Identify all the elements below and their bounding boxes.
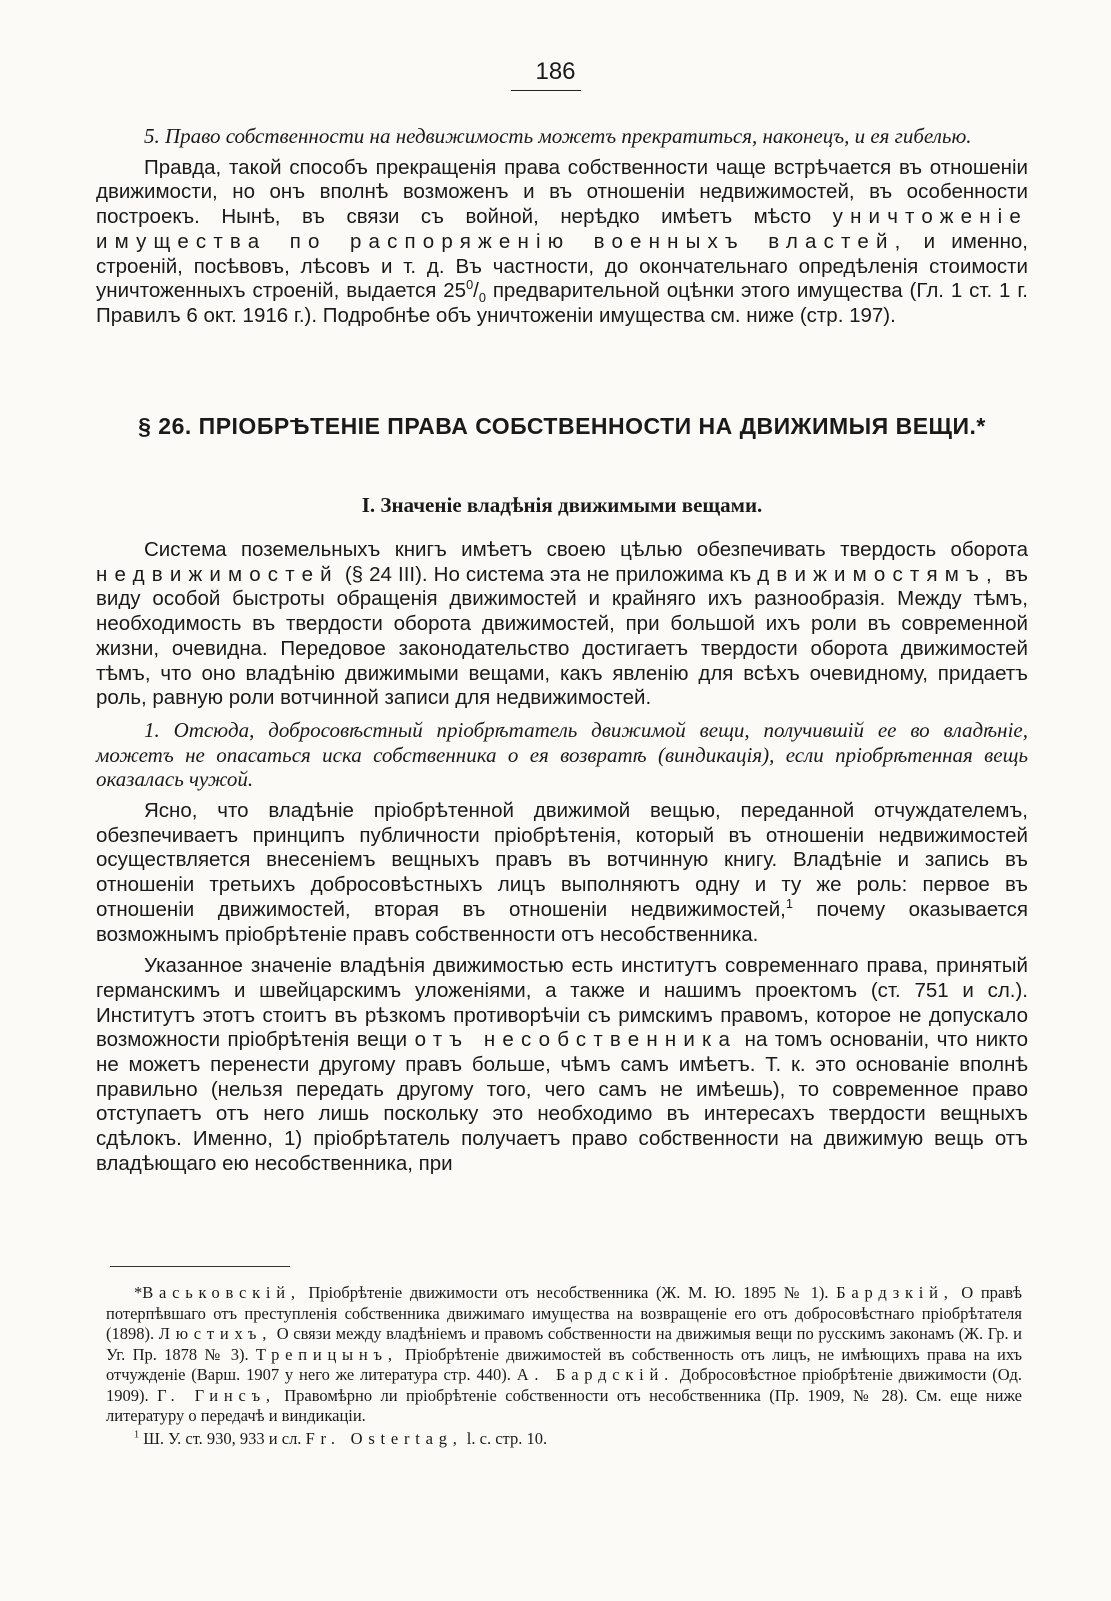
text-run: и именно, строеній, посѣвовъ, лѣсовъ и т. д. Въ частности, до окончательнаго опредѣленія стоимости уничтоженныхъ строеній, выдается 25 <box>96 229 1028 303</box>
paragraph-destruction <box>96 156 1028 329</box>
main-block <box>96 538 1028 1177</box>
author-name: Г. Гинсъ, <box>157 1385 276 1405</box>
footnote-separator <box>110 1266 290 1267</box>
intro-block <box>96 124 1028 329</box>
author-name: Бардзкій, <box>836 1283 954 1302</box>
spaced-emphasis: уничтоженіе имущества по распоряженію военныхъ властей, <box>96 205 1028 253</box>
text-run: на томъ основаніи, что никто не можетъ перенести другому правъ больше, чѣмъ самъ имѣетъ. Т. к. это основаніе вполнѣ правильно (нельзя передать другому того, чего самъ не имѣешь), то современное право отступаетъ отъ него лишь поскольку это необходимо въ интересахъ твердости вещныхъ сдѣлокъ. Именно, 1) пріобрѣтатель получаетъ право собственности на движимую вещь отъ владѣющаго ею несобственника, при <box>96 1028 1029 1175</box>
text-run: въ виду особой быстроты обращенія движимостей и крайняго ихъ разнообразія. Между тѣмъ, необходимость въ твердости оборота движимостей, при большой ихъ роли въ современной жизни, очевидна. Передовое законодательство достигаетъ твердости оборота движимостей тѣмъ, что оно владѣнію движимыми вещами, какъ явленію для всѣхъ очевидному, придаетъ роль, равную роли вотчинной записи для недвижимостей. <box>96 562 1028 710</box>
page-number-underline <box>511 90 581 91</box>
footnote-text: О связи между владѣніемъ и правомъ собственности на движимыя вещи по русскимъ законамъ (Ж. Гр. и Уг. Пр. 1878 № 3). <box>106 1324 1023 1364</box>
text-run: предварительной оцѣнки этого имущества (Гл. 1 ст. 1 г. Правилъ 6 окт. 1916 г.). Подробнѣе объ уничтоженіи имущества см. ниже (стр. 197). <box>96 279 1028 327</box>
author-name: А. Бардскій. <box>516 1365 675 1384</box>
footnote-text: Ш. У. ст. 930, 933 и сл. <box>143 1428 302 1448</box>
footnote-text: l. c. стр. 10. <box>466 1428 548 1448</box>
text-run: Система поземельныхъ книгъ имѣетъ своею цѣлью обезпечивать твердость оборота <box>144 538 1028 561</box>
page-number: 186 <box>535 58 576 85</box>
footnote-star <box>106 1283 1022 1427</box>
paragraph-5-heading: 5. Право собственности на недвижимость можетъ прекратиться, наконецъ, и ея гибелью. <box>144 124 972 148</box>
footnote-text: Правомѣрно ли пріобрѣтеніе собственности отъ несобственника (Пр. 1909, № 28). См. еще ниже литературу о передачѣ и виндикаціи. <box>106 1385 1022 1425</box>
footnote-text: Пріобрѣтеніе движимости отъ несобственника (Ж. М. Ю. 1895 № 1). <box>308 1283 829 1302</box>
text-run: Указанное значеніе владѣнія движимостью есть институтъ современнаго права, принятый германскимъ и швейцарскимъ уложеніями, а также и нашимъ проектомъ (ст. 751 и сл.). Институтъ этотъ стоитъ въ рѣзкомъ противорѣчіи съ римскимъ правомъ, которое не допускало возможности пріобрѣтенія вещи <box>96 954 1028 1052</box>
footnote-1 <box>106 1429 1022 1450</box>
footnote-mark: 1 <box>134 1429 140 1440</box>
footnote-text: О правѣ потерпѣвшаго отъ преступленія собственника движимаго имущества на возвращеніе его отъ добросовѣстнаго пріобрѣтателя (1898). <box>106 1283 1023 1343</box>
author-name: Трепицынъ, <box>255 1344 398 1364</box>
text-run: Правда, такой способъ прекращенія права собственности чаще встрѣчается въ отношеніи движимости, но онъ вполнѣ возможенъ и въ отношеніи недвижимостей, въ особенности построекъ. Нынѣ, въ связи съ войной, нерѣдко имѣетъ мѣсто <box>96 155 1028 229</box>
percent-slash: / <box>473 279 479 303</box>
footnote-text: Добросовѣстное пріобрѣтеніе движимости (Од. 1909). <box>106 1365 1023 1405</box>
spaced-emphasis: движимостямъ, <box>757 562 999 586</box>
author-name: Васьковскій, <box>142 1283 301 1302</box>
footnotes <box>106 1283 1022 1449</box>
percent-bottom: 0 <box>478 290 486 306</box>
paragraph-1-good-faith: 1. Отсюда, добросовѣстный пріобрѣтатель движимой вещи, получившій ее во владѣніе, можетъ не опасаться иска собственника о ея возвратѣ (виндикація), если пріобрѣтенная вещь оказалась чужой. <box>96 717 1028 792</box>
paragraph-system <box>96 538 1028 711</box>
footnote-text: Пріобрѣтеніе движимостей въ собственность отъ лицъ, не имѣющихъ права на ихъ отчужденіе (Варш. 1907 у него же литература стр. 440). <box>106 1344 1023 1384</box>
section-title: § 26. ПРІОБРѢТЕНІЕ ПРАВА СОБСТВЕННОСТИ НА ДВИЖИМЫЯ ВЕЩИ.* <box>138 413 986 439</box>
footnote-mark: * <box>134 1283 143 1302</box>
spaced-emphasis: недвижимостей <box>96 562 339 586</box>
paragraph-publicity <box>96 799 1028 947</box>
text-run: (§ 24 III). Но система эта не приложима къ <box>344 562 752 586</box>
paragraph-modern-law <box>96 954 1028 1176</box>
subsection-title: I. Значеніе владѣнія движимыми вещами. <box>361 493 763 517</box>
text-run: почему оказывается возможнымъ пріобрѣтеніе правъ собственности отъ несобственника. <box>96 897 1028 946</box>
footnote-ref-1: 1 <box>785 896 793 912</box>
percent-top: 0 <box>466 277 474 293</box>
text-run: Ясно, что владѣніе пріобрѣтенной движимой вещью, переданной отчуждателемъ, обезпечиваетъ принципъ публичности пріобрѣтенія, который въ отношеніи недвижимостей осуществляется внесеніемъ вещныхъ правъ въ вотчинную книгу. Владѣніе и запись въ отношеніи третьихъ добросовѣстныхъ лицъ выполняютъ одну и ту же роль: первое въ отношеніи движимостей, вторая въ отношеніи недвижимостей, <box>96 799 1028 921</box>
author-name: Fr. Ostertag, <box>305 1428 463 1448</box>
author-name: Люстихъ, <box>158 1324 273 1343</box>
spaced-emphasis: отъ несобственника <box>414 1028 738 1052</box>
